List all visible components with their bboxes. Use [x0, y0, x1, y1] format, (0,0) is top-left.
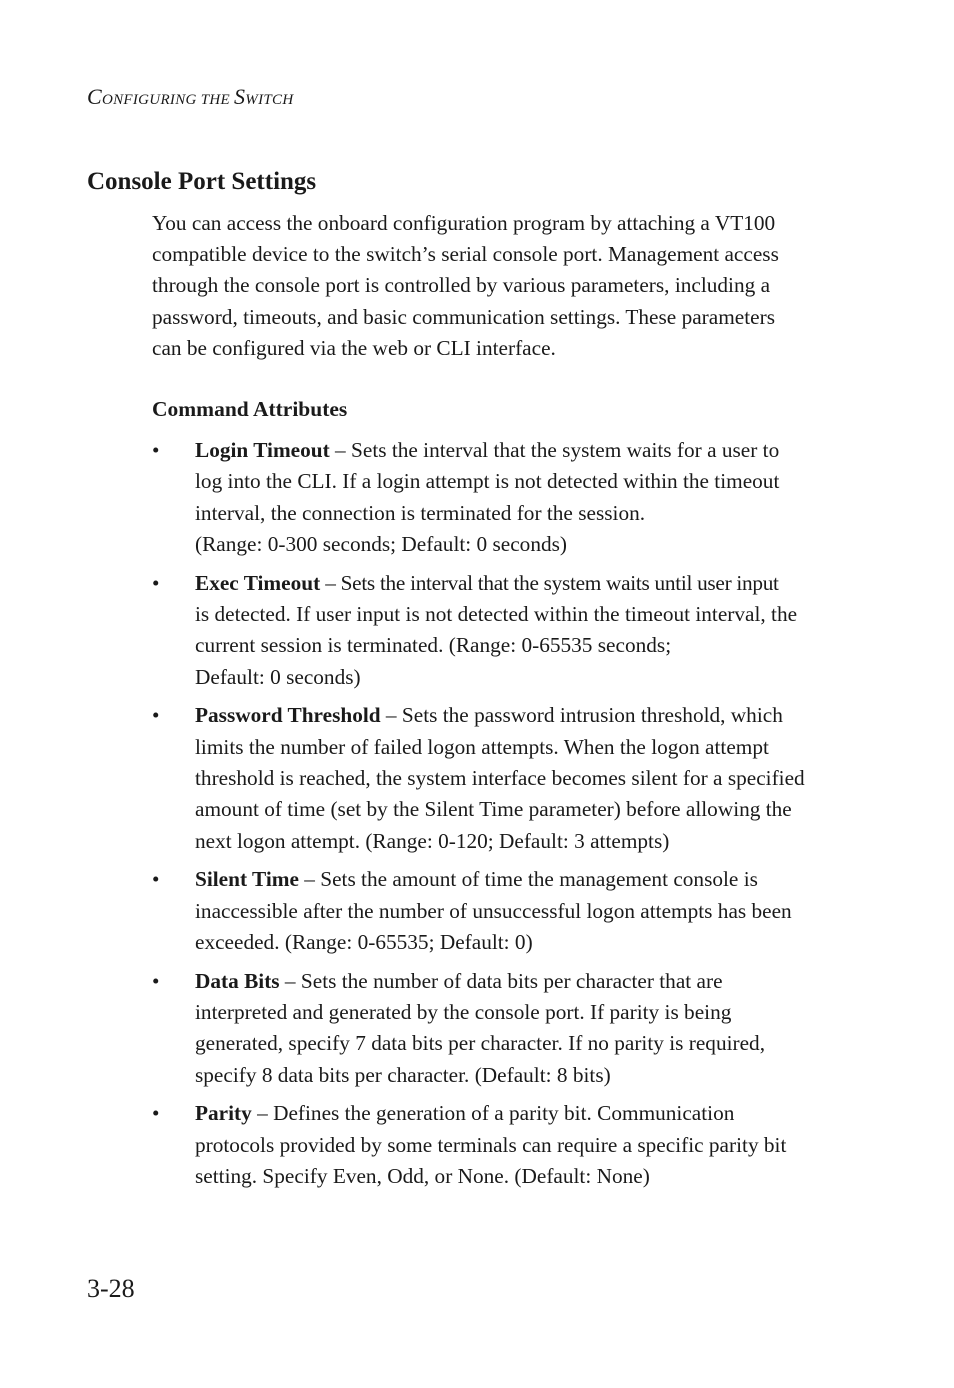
attribute-description-line: – Sets the number of data bits per character that are — [279, 968, 723, 993]
page-number: 3-28 — [87, 1274, 135, 1303]
attribute-description-line: current session is terminated. (Range: 0-65535 seconds; — [195, 633, 672, 658]
attribute-description-line: protocols provided by some terminals can require a specific parity bit — [195, 1132, 787, 1157]
running-header-cap-1: C — [87, 84, 102, 109]
attribute-term: Silent Time — [195, 867, 299, 892]
attribute-password-threshold — [152, 700, 852, 857]
attribute-description-line: interval, the connection is terminated for the session. — [195, 500, 646, 525]
attribute-login-timeout — [152, 435, 852, 561]
running-header-cap-2: S — [233, 84, 246, 109]
attribute-description-line: next logon attempt. (Range: 0-120; Default: 3 attempts) — [195, 828, 670, 853]
bullet-icon: • — [152, 570, 160, 595]
attribute-parity — [152, 1098, 852, 1192]
attribute-description-line: (Range: 0-300 seconds; Default: 0 seconds) — [195, 532, 568, 557]
attribute-description-line: specify 8 data bits per character. (Default: 8 bits) — [195, 1062, 611, 1087]
attribute-description-line: generated, specify 7 data bits per character. If no parity is required, — [195, 1031, 766, 1056]
attribute-description-line: – Sets the password intrusion threshold, which — [380, 703, 783, 728]
attribute-description-line: limits the number of failed logon attempts. When the logon attempt — [195, 734, 769, 759]
attribute-data-bits — [152, 966, 852, 1092]
attribute-description-line: interpreted and generated by the console port. If parity is being — [195, 999, 732, 1024]
command-attributes-heading: Command Attributes — [152, 397, 348, 421]
intro-line: You can access the onboard configuration program by attaching a VT100 — [152, 211, 776, 235]
attribute-term: Exec Timeout — [195, 570, 321, 595]
attribute-description-line: is detected. If user input is not detected within the timeout interval, the — [195, 602, 798, 627]
intro-line: compatible device to the switch’s serial console port. Management access — [152, 242, 779, 267]
bullet-icon: • — [152, 703, 160, 728]
attribute-description-line: exceeded. (Range: 0-65535; Default: 0) — [195, 930, 533, 955]
running-header-small-caps-2: WITCH — [245, 92, 294, 108]
attribute-silent-time — [152, 864, 852, 958]
attribute-term: Parity — [195, 1101, 252, 1126]
attribute-exec-timeout — [152, 568, 852, 694]
intro-line: through the console port is controlled by various parameters, including a — [152, 273, 771, 298]
attribute-description-line: threshold is reached, the system interface becomes silent for a specified — [195, 766, 805, 791]
bullet-icon: • — [152, 1101, 160, 1126]
attribute-description-line: setting. Specify Even, Odd, or None. (Default: None) — [195, 1163, 650, 1188]
attribute-description-line: – Sets the interval that the system waits for a user to — [329, 438, 780, 462]
attribute-term: Login Timeout — [195, 438, 330, 462]
command-attributes-list — [152, 435, 852, 1199]
attribute-description-line: – Sets the interval that the system waits until user input — [320, 570, 779, 595]
bullet-icon: • — [152, 968, 160, 993]
running-header — [87, 84, 293, 110]
attribute-description-line: log into the CLI. If a login attempt is not detected within the timeout — [195, 469, 780, 494]
attribute-term: Data Bits — [195, 968, 280, 993]
attribute-description-line: – Defines the generation of a parity bit. Communication — [251, 1101, 735, 1126]
bullet-icon: • — [152, 867, 160, 892]
intro-line: can be configured via the web or CLI interface. — [152, 335, 556, 360]
attribute-description-line: inaccessible after the number of unsuccessful logon attempts has been — [195, 898, 792, 923]
attribute-description-line: Default: 0 seconds) — [195, 664, 361, 689]
intro-paragraph — [152, 208, 852, 364]
intro-line: password, timeouts, and basic communication settings. These parameters — [152, 304, 775, 329]
bullet-icon: • — [152, 438, 160, 462]
section-title: Console Port Settings — [87, 168, 317, 195]
attribute-description-line: – Sets the amount of time the management console is — [298, 867, 758, 892]
attribute-term: Password Threshold — [195, 703, 381, 728]
running-header-small-caps-1: ONFIGURING THE — [101, 92, 234, 108]
attribute-description-line: amount of time (set by the Silent Time parameter) before allowing the — [195, 797, 792, 822]
